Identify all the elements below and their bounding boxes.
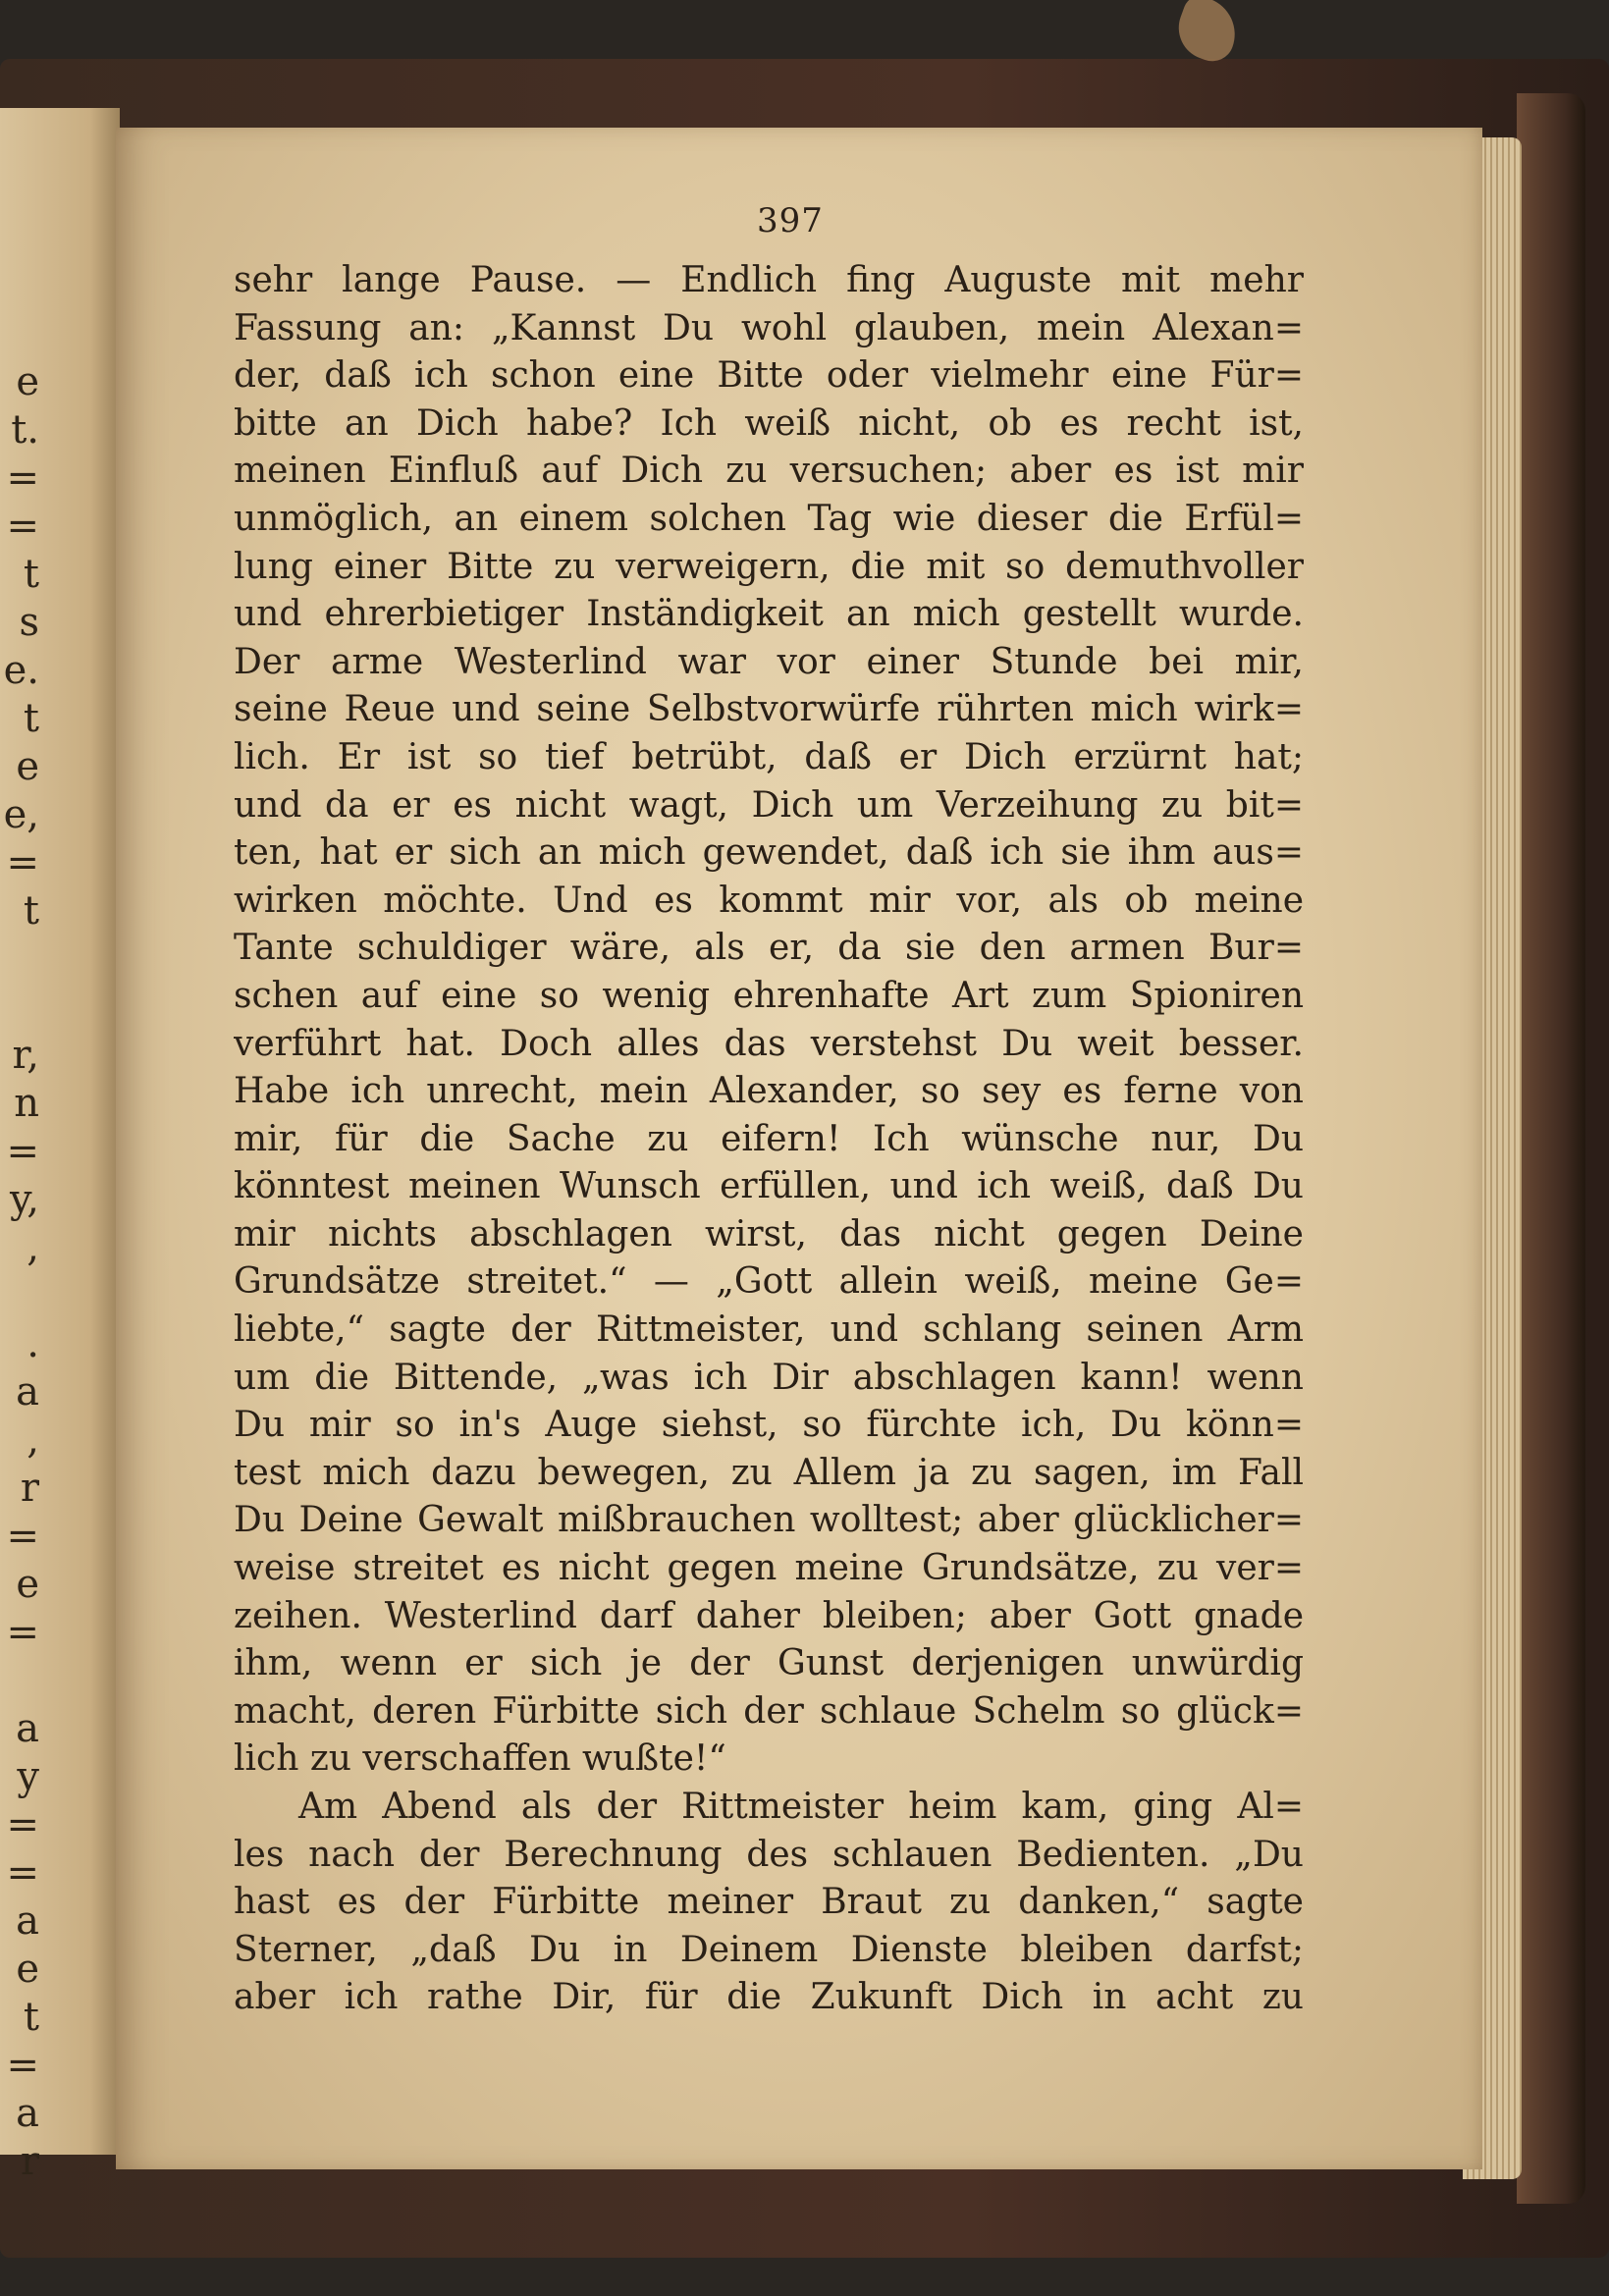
text-line: Du mir so in's Auge siehst, so fürchte ich, Du könn= xyxy=(234,1405,1304,1446)
text-line: schen auf eine so wenig ehrenhafte Art zum Spioniren xyxy=(234,975,1304,1016)
text-line: lich zu verschaffen wußte!“ xyxy=(234,1738,726,1780)
text-line: seine Reue und seine Selbstvorwürfe rührten mich wirk= xyxy=(234,689,1304,730)
text-line: mir nichts abschlagen wirst, das nicht gegen Deine xyxy=(234,1213,1304,1255)
cover-stain xyxy=(1170,0,1246,67)
text-line: und da er es nicht wagt, Dich um Verzeihung zu bit= xyxy=(234,784,1304,826)
text-line: Sterner, „daß Du in Deinem Dienste bleiben darfst; xyxy=(234,1929,1304,1970)
text-line: mir, für die Sache zu eifern! Ich wünsche nur, Du xyxy=(234,1118,1304,1159)
text-line: lung einer Bitte zu verweigern, die mit so demuthvoller xyxy=(234,546,1304,587)
left-fragment: s xyxy=(19,600,39,645)
left-fragment: = xyxy=(6,1514,39,1559)
left-fragment: = xyxy=(6,1850,39,1896)
text-line: Grundsätze streitet.“ — „Gott allein weiß, meine Ge= xyxy=(234,1261,1304,1303)
left-fragment: y, xyxy=(10,1177,39,1222)
text-line: Fassung an: „Kannst Du wohl glauben, mein Alexan= xyxy=(234,307,1304,348)
text-line: der, daß ich schon eine Bitte oder vielmehr eine Für= xyxy=(234,355,1304,397)
left-fragment: r xyxy=(20,1466,39,1511)
left-fragment: e xyxy=(16,1947,39,1992)
left-fragment xyxy=(0,1657,39,1705)
text-line: macht, deren Fürbitte sich der schlaue Schelm so glück= xyxy=(234,1690,1304,1732)
left-page xyxy=(0,108,120,2184)
text-line: zeihen. Westerlind darf daher bleiben; aber Gott gnade xyxy=(234,1595,1304,1636)
left-fragment: = xyxy=(6,455,39,501)
left-fragment: t xyxy=(23,696,39,741)
left-fragment xyxy=(0,984,39,1032)
text-line: bitte an Dich habe? Ich weiß nicht, ob es recht ist, xyxy=(234,402,1304,444)
text-line: könntest meinen Wunsch erfüllen, und ich weiß, daß Du xyxy=(234,1166,1304,1207)
left-fragment: , xyxy=(27,1417,39,1463)
left-fragment: e xyxy=(16,744,39,789)
left-fragment: t xyxy=(23,552,39,597)
left-fragment: t xyxy=(23,888,39,934)
text-line: les nach der Berechnung des schlauen Bedienten. „Du xyxy=(234,1834,1304,1875)
text-line: lich. Er ist so tief betrübt, daß er Dich erzürnt hat; xyxy=(234,736,1304,777)
left-fragment: a xyxy=(16,2091,39,2136)
text-line: um die Bittende, „was ich Dir abschlagen kann! wenn xyxy=(234,1357,1304,1398)
text-line: Am Abend als der Rittmeister heim kam, ging Al= xyxy=(298,1787,1304,1827)
text-line: und ehrerbietiger Inständigkeit an mich gestellt wurde. xyxy=(234,594,1304,635)
left-fragment: t xyxy=(23,1995,39,2040)
left-fragment: = xyxy=(6,840,39,885)
text-line: Der arme Westerlind war vor einer Stunde bei mir, xyxy=(234,641,1304,682)
left-fragment: = xyxy=(6,1610,39,1655)
text-line: hast es der Fürbitte meiner Braut zu danken,“ sagte xyxy=(234,1882,1304,1923)
text-line: Du Deine Gewalt mißbrauchen wolltest; aber glücklicher= xyxy=(234,1500,1304,1541)
left-fragment: = xyxy=(6,1802,39,1847)
left-fragment: r xyxy=(20,2139,39,2184)
left-fragment: e, xyxy=(3,792,39,837)
text-line: weise streitet es nicht gegen meine Grundsätze, zu ver= xyxy=(234,1548,1304,1589)
text-line: Tante schuldiger wäre, als er, da sie den armen Bur= xyxy=(234,928,1304,969)
text-line: liebte,“ sagte der Rittmeister, und schlang seinen Arm xyxy=(234,1309,1304,1351)
left-fragment: n xyxy=(14,1081,39,1126)
left-fragment: a xyxy=(16,1898,39,1944)
left-fragment: r, xyxy=(12,1033,39,1078)
text-line: sehr lange Pause. — Endlich fing Auguste mit mehr xyxy=(234,260,1304,300)
text-line: meinen Einfluß auf Dich zu versuchen; aber es ist mir xyxy=(234,451,1304,492)
page-text xyxy=(234,257,1304,2022)
left-fragment: e. xyxy=(3,648,39,693)
left-fragment: a xyxy=(16,1706,39,1751)
left-fragment: a xyxy=(16,1369,39,1415)
text-line: test mich dazu bewegen, zu Allem ja zu sagen, im Fall xyxy=(234,1452,1304,1493)
text-line: wirken möchte. Und es kommt mir vor, als ob meine xyxy=(234,880,1304,921)
text-line: ten, hat er sich an mich gewendet, daß ich sie ihm aus= xyxy=(234,832,1304,874)
left-page-fragments xyxy=(0,358,39,2186)
left-fragment xyxy=(0,935,39,984)
left-fragment: y xyxy=(17,1754,39,1799)
text-line: aber ich rathe Dir, für die Zukunft Dich in acht zu xyxy=(234,1977,1304,2018)
left-fragment: t. xyxy=(11,407,39,453)
text-line: Habe ich unrecht, mein Alexander, so sey es ferne von xyxy=(234,1071,1304,1112)
text-line: unmöglich, an einem solchen Tag wie dieser die Erfül= xyxy=(234,498,1304,539)
left-fragment: e xyxy=(16,1562,39,1607)
book-spine xyxy=(1517,93,1585,2204)
left-fragment: = xyxy=(6,1129,39,1174)
text-line: verführt hat. Doch alles das verstehst Du weit besser. xyxy=(234,1023,1304,1064)
left-fragment: e xyxy=(16,359,39,404)
text-line: ihm, wenn er sich je der Gunst derjenigen unwürdig xyxy=(234,1643,1304,1684)
left-fragment: , xyxy=(27,1225,39,1270)
left-fragment: = xyxy=(6,504,39,549)
left-fragment: = xyxy=(6,2043,39,2088)
page-number: 397 xyxy=(757,201,824,240)
left-fragment xyxy=(0,1272,39,1320)
left-fragment: . xyxy=(27,1321,39,1366)
